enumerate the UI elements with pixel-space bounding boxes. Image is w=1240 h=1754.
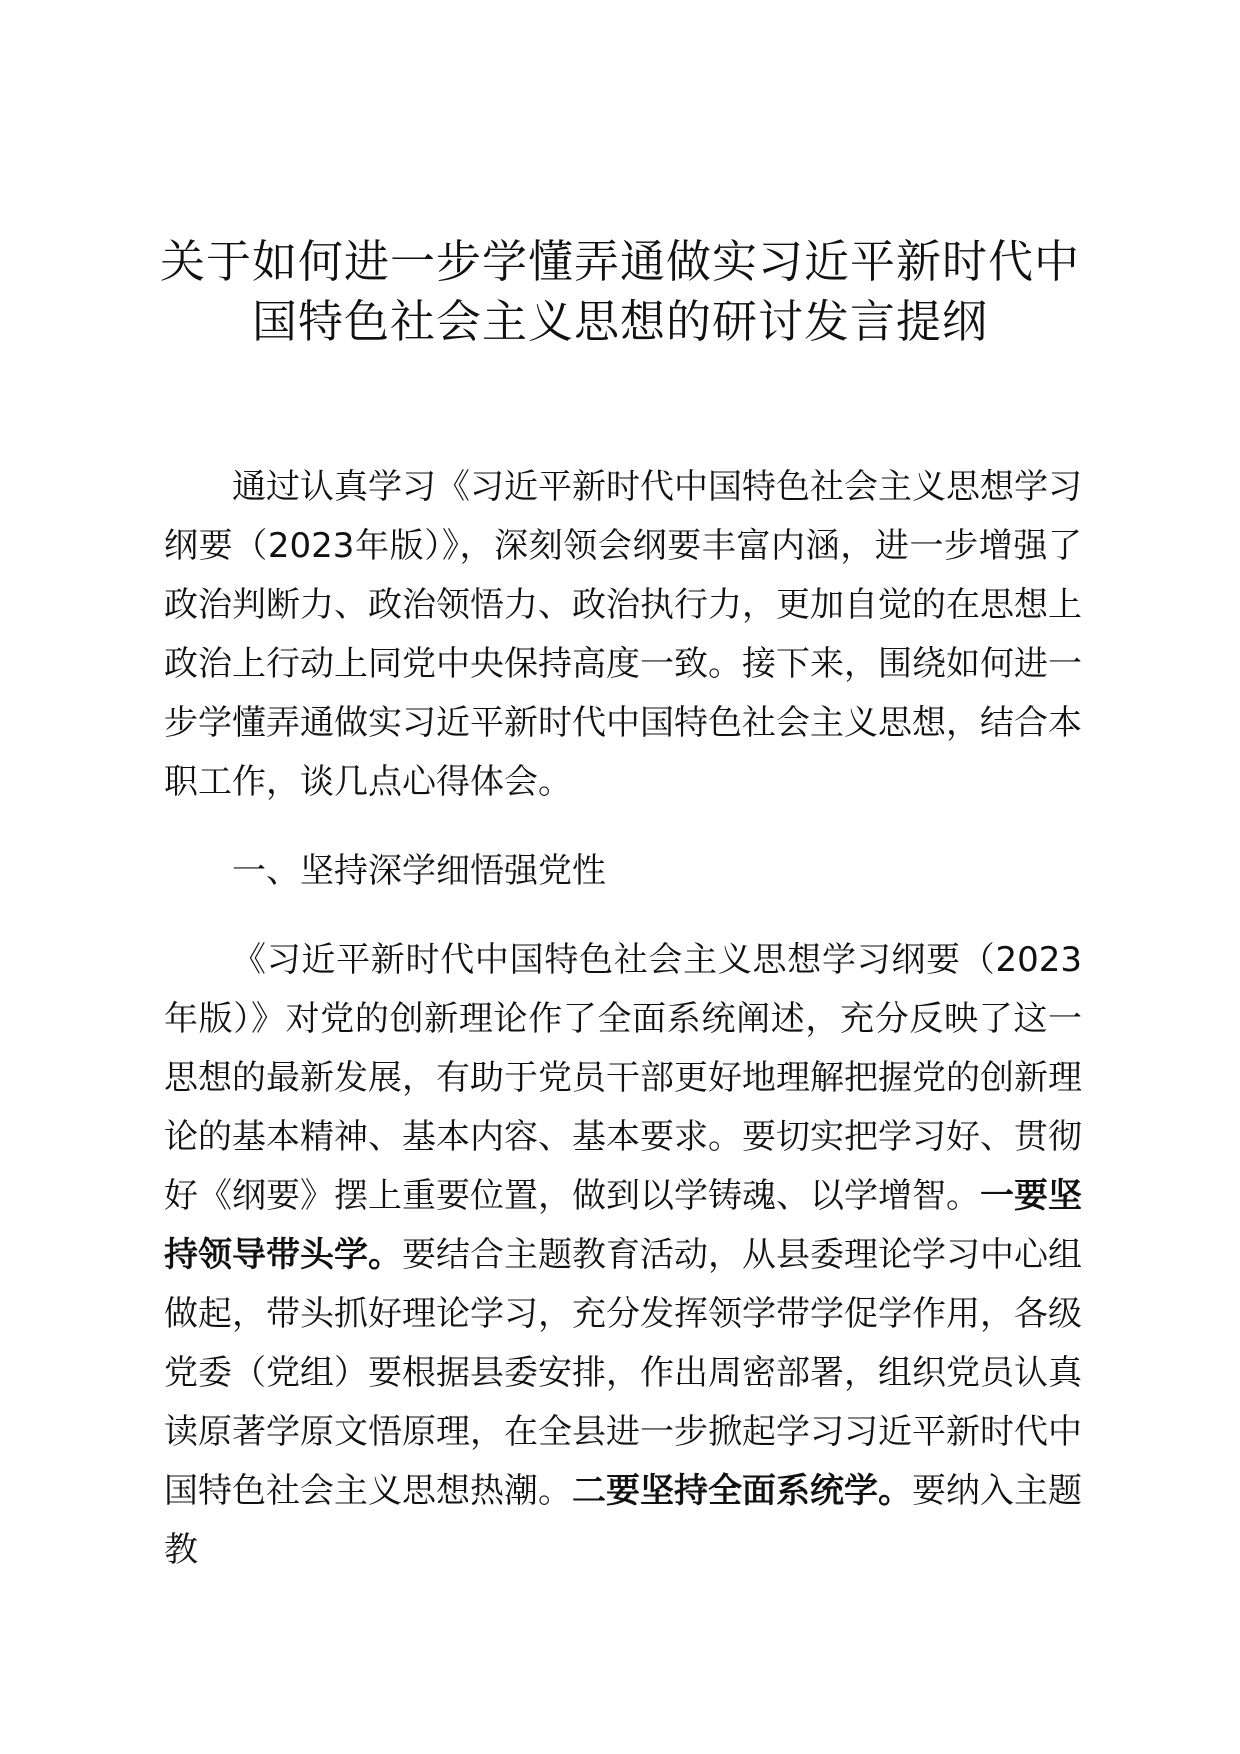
- section-1-bold-point-1: 一要坚持领导带头学。: [164, 1176, 1082, 1275]
- section-1-bold-point-2: 二要坚持全面系统学。: [572, 1471, 912, 1511]
- title-line-2: 国特色社会主义思想的研讨发言提纲: [251, 295, 988, 348]
- section-1-text-part-3: 要纳入主题教: [164, 1471, 1082, 1570]
- document-body: [164, 458, 1082, 1580]
- title-line-1: 关于如何进一步学懂弄通做实习近平新时代中: [159, 235, 1080, 288]
- section-1-heading: 一、坚持深学细悟强党性: [232, 851, 606, 891]
- section-1-text-part-2: 要结合主题教育活动，从县委理论学习中心组做起，带头抓好理论学习，充分发挥领学带学促学作用，各级党委（党组）要根据县委安排，作出周密部署，组织党员认真读原著学原文悟原理，在全县进一步掀起学习习近平新时代中国特色社会主义思想热潮。: [164, 1235, 1082, 1511]
- section-1-text-part-1: 《习近平新时代中国特色社会主义思想学习纲要（2023年版）》对党的创新理论作了全面系统阐述，充分反映了这一思想的最新发展，有助于党员干部更好地理解把握党的创新理论的基本精神、基本内容、基本要求。要切实把学习好、贯彻好《纲要》摆上重要位置，做到以学铸魂、以学增智。: [164, 940, 1082, 1216]
- intro-paragraph: 通过认真学习《习近平新时代中国特色社会主义思想学习纲要（2023年版）》，深刻领会纲要丰富内涵，进一步增强了政治判断力、政治领悟力、政治执行力，更加自觉的在思想上政治上行动上同党中央保持高度一致。接下来，围绕如何进一步学懂弄通做实习近平新时代中国特色社会主义思想，结合本职工作，谈几点心得体会。: [164, 467, 1082, 802]
- section-1-paragraph: [164, 931, 1082, 1580]
- document-title: [150, 232, 1090, 352]
